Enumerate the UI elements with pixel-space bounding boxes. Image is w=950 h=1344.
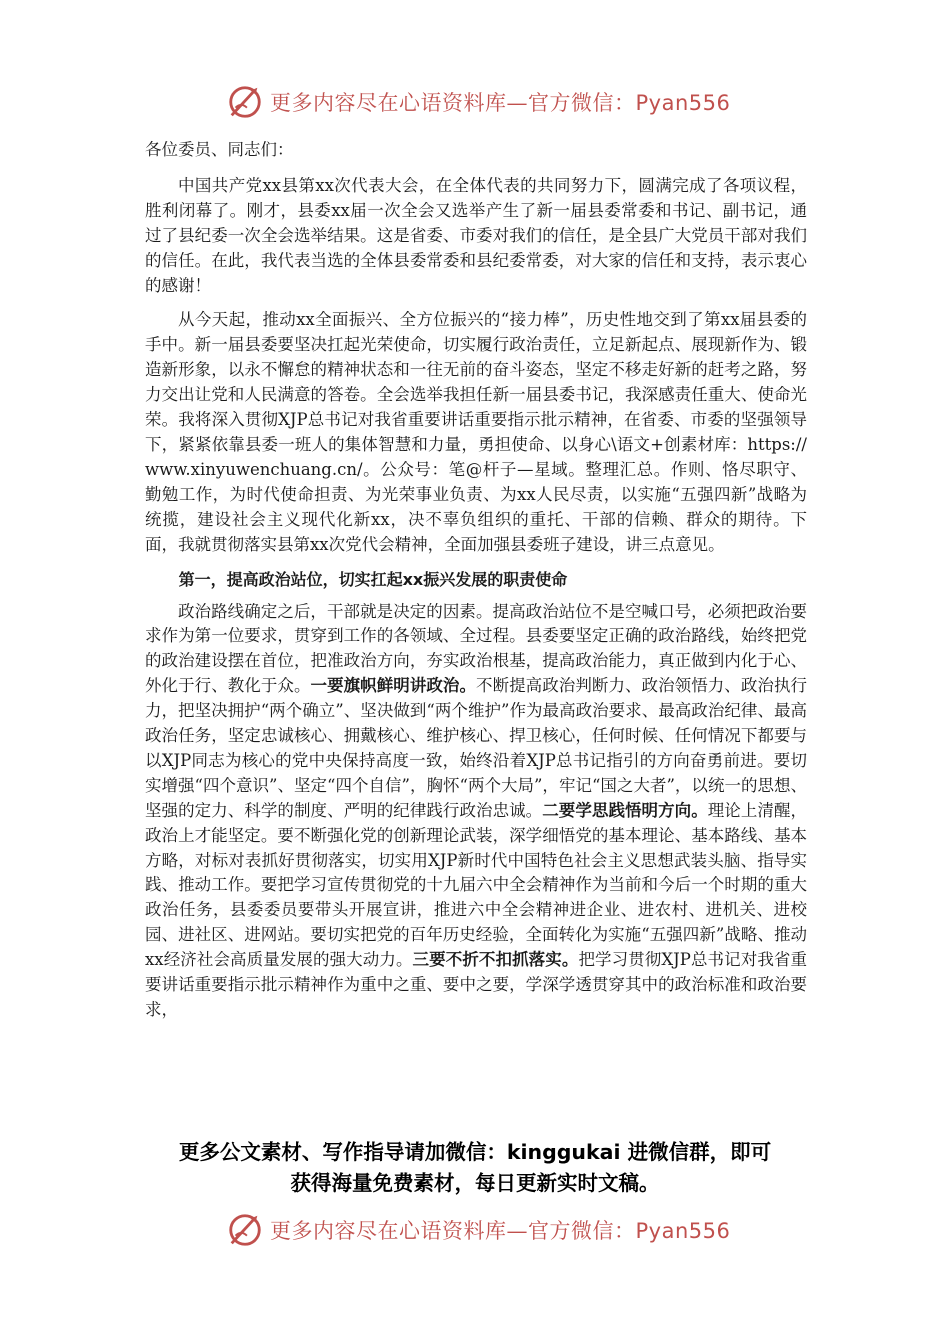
bold-point-3: 三要不折不扣抓落实。 (412, 950, 579, 970)
paragraph-opening: 中国共产党xx县第xx次代表大会，在全体代表的共同努力下，圆满完成了各项议程，胜利闭幕了。刚才，县委xx届一次全会又选举产生了新一届县委常委和书记、副书记，通过了县纪委一次全会选举结果。这是省委、市委对我们的信任，是全县广大党员干部对我们的信任。在此，我代表当选的全体县委常委和县纪委常委，对大家的信任和支持，表示衷心的感谢！ (145, 175, 807, 295)
promo-line-2: 获得海量免费素材，每日更新实时文稿。 (290, 1171, 660, 1195)
watermark-banner-top (226, 82, 786, 122)
promo-line-1: 更多公文素材、写作指导请加微信：kinggukai 进微信群，即可 (178, 1140, 772, 1164)
watermark-text: 更多内容尽在心语资料库—官方微信：Pyan556 (270, 91, 731, 115)
bold-point-1: 一要旗帜鲜明讲政治。 (310, 676, 477, 696)
watermark-text: 更多内容尽在心语资料库—官方微信：Pyan556 (270, 1219, 731, 1243)
watermark-banner-bottom (226, 1210, 786, 1250)
bold-point-2: 二要学思践悟明方向。 (542, 800, 708, 820)
paragraph-political-stance: 政治路线确定之后，干部就是决定的因素。提高政治站位不是空喊口号，必须把政治要求作为第一位要求，贯穿到工作的各领域、全过程。县委要坚定正确的政治路线，始终把党的政治建设摆在首位，把准政治方向，夯实政治根基，提高政治能力，真正做到内化于心、外化于行、教化于众。一要旗帜鲜明讲政治。不断提高政治判断力、政治领悟力、政治执行力，把坚决拥护“两个确立”、坚决做到“两个维护”作为最高政治要求、最高政治纪律、最高政治任务，坚定忠诚核心、拥戴核心、维护核心、捍卫核心，任何时候、任何情况下都要与以XJP同志为核心的党中央保持高度一致，始终沿着XJP总书记指引的方向奋勇前进。要切实增强“四个意识”、坚定“四个自信”，胸怀“两个大局”，牢记“国之大者”，以统一的思想、坚强的定力、科学的制度、严明的纪律践行政治忠诚。二要学思践悟明方向。理论上清醒，政治上才能坚定。要不断强化党的创新理论武装，深学细悟党的基本理论、基本路线、基本方略，对标对表抓好贯彻落实，切实用XJP新时代中国特色社会主义思想武装头脑、指导实践、推动工作。要把学习宣传贯彻党的十九届六中全会精神作为当前和今后一个时期的重大政治任务，县委委员要带头开展宣讲，推进六中全会精神进企业、进农村、进机关、进校园、进社区、进网站。要切实把党的百年历史经验，全面转化为实施“五强四新”战略、推动xx经济社会高质量发展的强大动力。三要不折不扣抓落实。把学习贯彻XJP总书记对我省重要讲话重要指示批示精神作为重中之重、要中之要，学深学透贯穿其中的政治标准和政治要求， (145, 601, 808, 1019)
pen-logo-icon (226, 83, 264, 121)
paragraph-relay-baton: 从今天起，推动xx全面振兴、全方位振兴的“接力棒”，历史性地交到了第xx届县委的手中。新一届县委要坚决扛起光荣使命，切实履行政治责任，立足新起点、展现新作为、锻造新形象，以永不懈怠的精神状态和一往无前的奋斗姿态，坚定不移走好新的赶考之路，努力交出让党和人民满意的答卷。全会选举我担任新一届县委书记，我深感责任重大、使命光荣。我将深入贯彻XJP总书记对我省重要讲话重要指示批示精神，在省委、市委的坚强领导下，紧紧依靠县委一班人的集体智慧和力量，勇担使命、以身心\语文+创素材库：https://www.xinyuwenchuang.cn/。公众号：笔@杆子—星域。整理汇总。作则、恪尽职守、勤勉工作，为时代使命担责、为光荣事业负责、为xx人民尽责，以实施“五强四新”战略为统揽，建设社会主义现代化新xx，决不辜负组织的重托、干部的信赖、群众的期待。下面，我就贯彻落实县第xx次党代会精神，全面加强县委班子建设，讲三点意见。 (145, 310, 807, 554)
section-heading-1: 第一，提高政治站位，切实扛起xx振兴发展的职责使命 (178, 569, 568, 589)
document-body (145, 138, 807, 1023)
source-url: https://www.xinyuwenchuang.cn/ (145, 434, 807, 479)
pen-logo-icon (226, 1211, 264, 1249)
promo-notice (140, 1137, 810, 1199)
salutation: 各位委员、同志们： (145, 140, 294, 159)
